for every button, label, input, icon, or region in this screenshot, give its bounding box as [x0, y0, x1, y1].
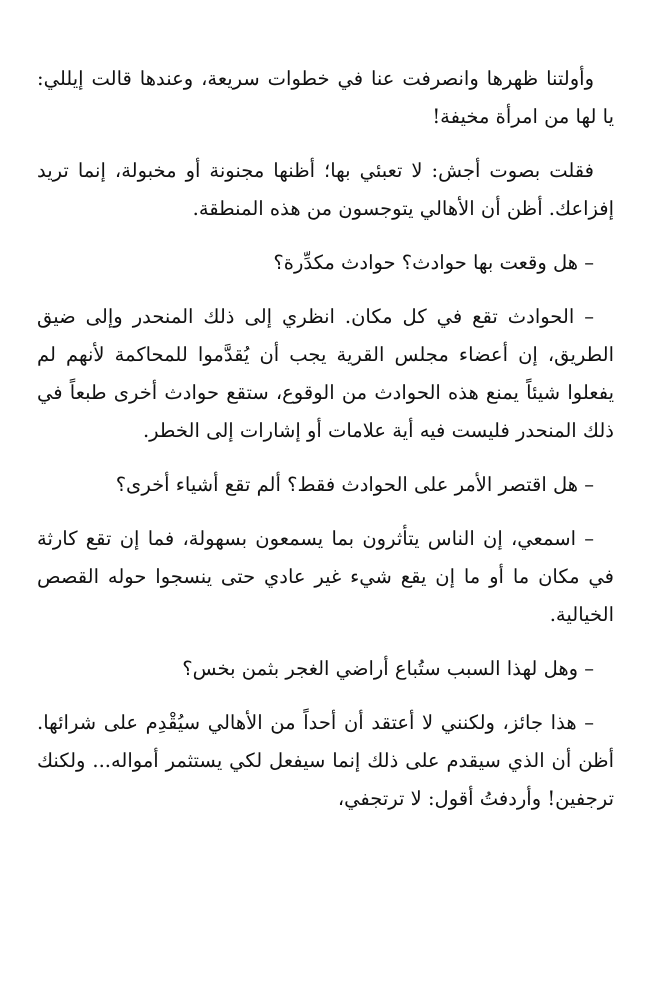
paragraph-3: – هل وقعت بها حوادث؟ حوادث مكدِّرة؟: [273, 251, 594, 274]
paragraph-7: – وهل لهذا السبب ستُباع أراضي الغجر بثمن بخس؟: [182, 657, 594, 680]
paragraph-1: وأولتنا ظهرها وانصرفت عنا في خطوات سريعة، وعندها قالت إيللي: يا لها من امرأة مخيفة!: [37, 67, 614, 128]
paragraph-4: – الحوادث تقع في كل مكان. انظري إلى ذلك المنحدر وإلى ضيق الطريق، إن أعضاء مجلس القرية يجب أن يُقدَّموا للمحاكمة لأنهم لم يفعلوا شيئاً يمنع هذه الحوادث من الوقوع، ستقع حوادث أخرى طبعاً في ذلك المنحدر فليست فيه أية علامات أو إشارات إلى الخطر.: [37, 305, 614, 442]
paragraph-6: – اسمعي، إن الناس يتأثرون بما يسمعون بسهولة، فما إن تقع كارثة في مكان ما أو ما إن يقع شيء غير عادي حتى ينسجوا حوله القصص الخيالية.: [37, 527, 614, 626]
paragraph-8: – هذا جائز، ولكنني لا أعتقد أن أحداً من الأهالي سيُقْدِم على شرائها. أظن أن الذي سيقدم على ذلك إنما سيفعل لكي يستثمر أمواله... ولكنك ترجفين! وأردفتُ أقول: لا ترتجفي،: [37, 711, 614, 810]
paragraph-2: فقلت بصوت أجش: لا تعبئي بها؛ أظنها مجنونة أو مخبولة، إنما تريد إفزاعك. أظن أن الأهالي يتوجسون من هذه المنطقة.: [37, 159, 614, 220]
paragraph-5: – هل اقتصر الأمر على الحوادث فقط؟ ألم تقع أشياء أخرى؟: [115, 473, 594, 496]
